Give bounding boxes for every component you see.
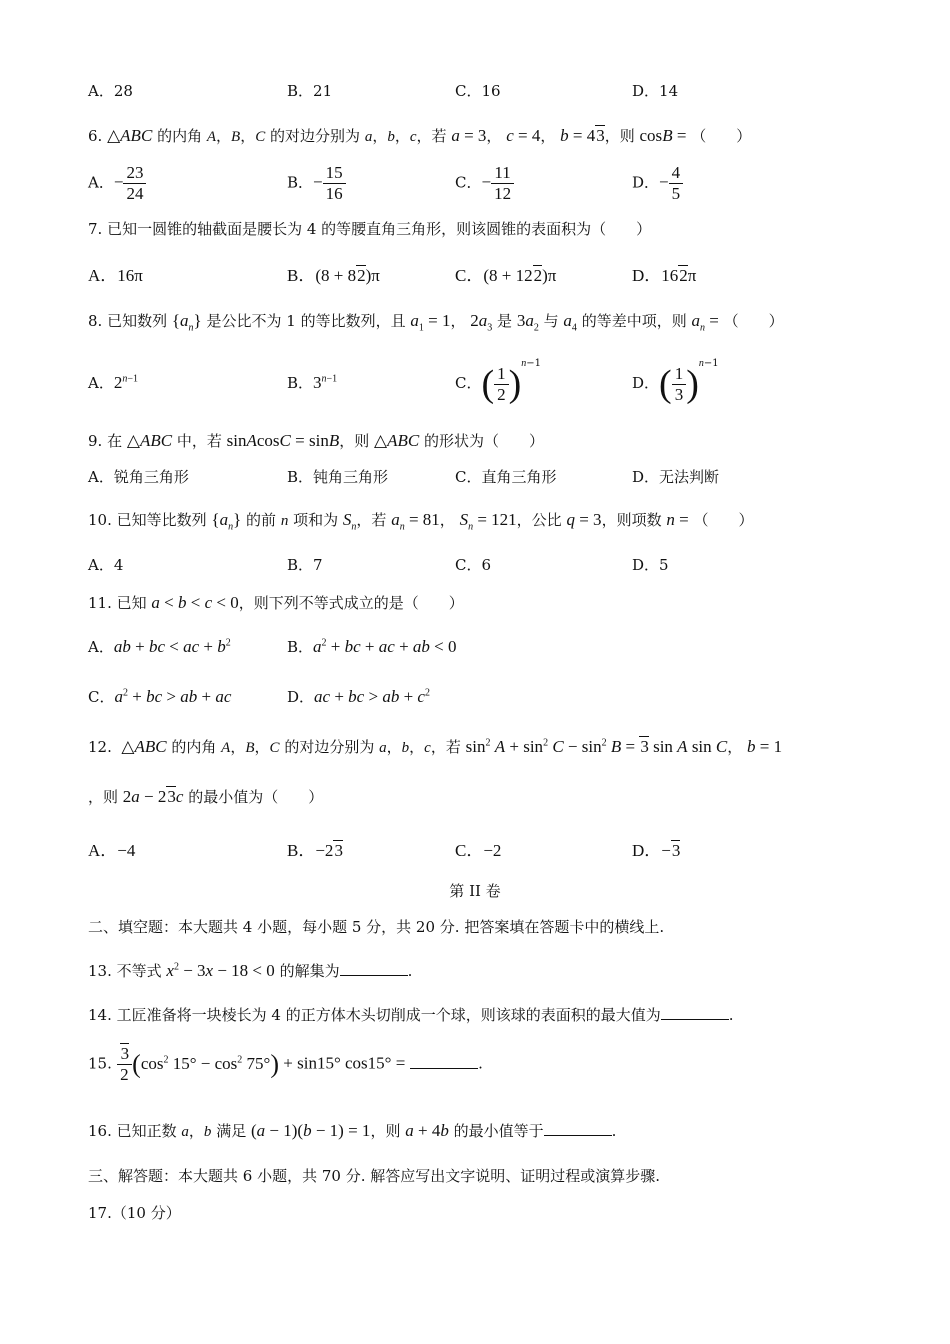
q11-option-d: D．ac + bc > ab + $c^2$: [287, 687, 430, 706]
q14-stem: 14. 工匠准备将一块棱长为 4 的正方体木头切削成一个球，则该球的表面积的最大值为 .: [88, 1006, 734, 1024]
q14-answer-blank[interactable]: [661, 1005, 729, 1020]
q11-options-cd: [0, 686, 950, 716]
q8-option-a: A．$2^{n-1}$: [88, 373, 138, 392]
q6-options: [0, 163, 950, 209]
q12-option-a: A．−4: [88, 841, 136, 860]
q10-option-c: C．6: [455, 556, 492, 574]
q16-stem: 16. 已知正数 a，b 满足 (a − 1)(b − 1) = 1，则 a + 4b 的最小值等于 .: [88, 1121, 617, 1140]
q7-option-c: C．(8 + 122)π: [455, 266, 557, 285]
q6-option-d: D．− $\frac{4}{5}$: [632, 163, 683, 204]
q8-options: [0, 358, 950, 414]
q9-stem: 9. 在 △ABC 中，若 sinAcosC = sinB，则 △ABC 的形状为（ ）: [88, 431, 544, 450]
q6-option-b: B．− $\frac{15}{16}$: [287, 163, 346, 204]
q12-options: [0, 836, 950, 866]
q6-option-c: C．− $\frac{11}{12}$: [455, 163, 514, 204]
q12-option-b: B．−23: [287, 841, 343, 860]
q10-option-b: B．7: [287, 556, 323, 574]
q8-option-d: D．( $\frac{1}{3}$ )$^{n-1}$: [632, 358, 719, 405]
q12-option-c: C．−2: [455, 841, 502, 860]
q5-option-b: B．21: [287, 82, 333, 100]
q6-option-a: A．− $\frac{23}{24}$: [88, 163, 146, 204]
q8-stem: 8. 已知数列 $\{a_n\}$ 是公比不为 1 的等比数列，且 $a_1 = 1$， $2a_3$ 是 $3a_2$ 与 $a_4$ 的等差中项，则 $a_n$ = （ ）: [88, 311, 784, 334]
volume-2-title: 第 II 卷: [449, 882, 501, 900]
q17-heading: 17.（10 分）: [88, 1204, 181, 1222]
q13-answer-blank[interactable]: [340, 961, 408, 976]
q7-option-d: D．162π: [632, 266, 697, 285]
q10-stem: 10. 已知等比数列 $\{a_n\}$ 的前 n 项和为 $S_n$，若 $a_n = 81$， $S_n = 121$，公比 q = 3，则项数 n = （ ）: [88, 510, 754, 533]
q7-option-a: A．16π: [88, 266, 143, 285]
q5-option-a: A．28: [88, 82, 133, 100]
q9-option-d: D．无法判断: [632, 468, 720, 486]
q8-option-c: C．( $\frac{1}{2}$ )$^{n-1}$: [455, 358, 542, 405]
q9-option-a: A．锐角三角形: [88, 468, 189, 486]
q11-option-c: C．$a^2$ + bc > ab + ac: [88, 687, 232, 706]
q11-option-a: A．ab + bc < ac + $b^2$: [88, 637, 231, 656]
q9-options: [0, 466, 950, 496]
q12-stem-line2: ，则 2a − 23c 的最小值为（ ）: [88, 787, 324, 806]
q9-option-b: B．钝角三角形: [287, 468, 389, 486]
q13-stem: 13. 不等式 $x^2 - 3x - 18 < 0$ 的解集为 .: [88, 961, 413, 980]
q10-option-a: A．4: [88, 556, 124, 574]
q12-option-d: D．−3: [632, 841, 681, 860]
q6-stem: 6. △ABC 的内角 A，B，C 的对边分别为 a，b，c，若 a = 3， c = 4， b = 43，则 cosB = （ ）: [88, 126, 752, 145]
section-3-heading: 三、解答题：本大题共 6 小题，共 70 分. 解答应写出文字说明、证明过程或演算步骤.: [88, 1167, 661, 1185]
q5-option-c: C．16: [455, 82, 501, 100]
section-2-heading: 二、填空题：本大题共 4 小题，每小题 5 分，共 20 分. 把答案填在答题卡中的横线上.: [88, 918, 665, 936]
q12-stem-line1: 12. △ABC 的内角 A，B，C 的对边分别为 a，b，c，若 $\sin^2 A + \sin^2 C - \sin^2 B = 3$ sin A sin C， b = 1: [88, 737, 783, 756]
q5-option-d: D．14: [632, 82, 679, 100]
q8-option-b: B．$3^{n-1}$: [287, 373, 338, 392]
q10-option-d: D．5: [632, 556, 669, 574]
q5-options: [0, 80, 950, 110]
q7-option-b: B．(8 + 82)π: [287, 266, 380, 285]
q11-stem: 11. 已知 a < b < c < 0，则下列不等式成立的是（ ）: [88, 593, 464, 612]
q7-stem: 7. 已知一圆锥的轴截面是腰长为 4 的等腰直角三角形，则该圆锥的表面积为（ ）: [88, 220, 652, 238]
q16-answer-blank[interactable]: [544, 1121, 612, 1136]
q9-option-c: C．直角三角形: [455, 468, 557, 486]
q15-stem: 15. $\frac{3}{2}$ ($\cos^2$ $15^\circ - \cos^2 75^\circ) + \sin 15^\circ$ cos15° = .: [88, 1044, 483, 1084]
q10-options: [0, 554, 950, 584]
q11-option-b: B．$a^2$ + bc + ac + ab < 0: [287, 637, 457, 656]
q11-options-ab: [0, 636, 950, 666]
q15-answer-blank[interactable]: [410, 1054, 478, 1069]
q7-options: [0, 261, 950, 291]
